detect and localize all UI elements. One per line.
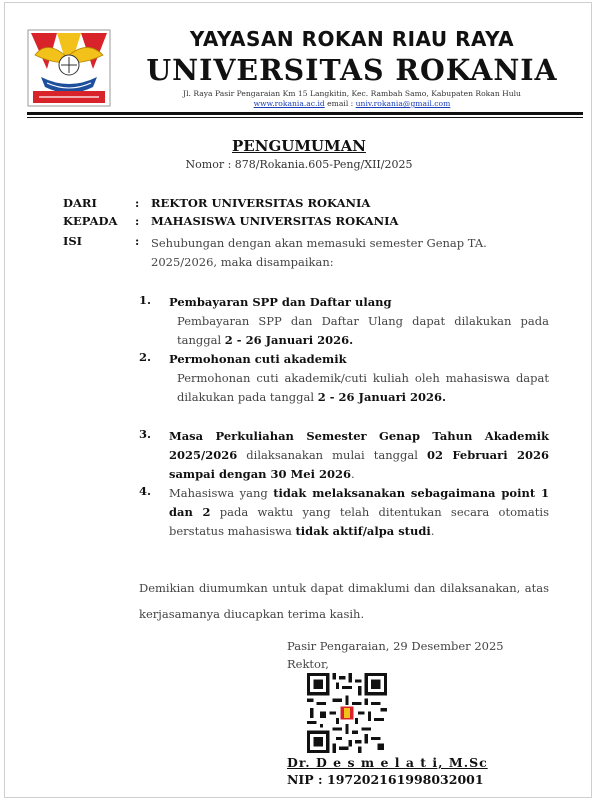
item-title: Permohonan cuti akademik (169, 352, 347, 366)
item-title: Pembayaran SPP dan Daftar ulang (169, 295, 392, 309)
from-colon: : (135, 196, 140, 210)
to-label: KEPADA (63, 214, 118, 228)
letterhead-rule-thin (27, 117, 583, 118)
website-link[interactable]: www.rokania.ac.id (253, 99, 325, 108)
item-number: 2. (139, 350, 152, 364)
item-description: Mahasiswa yang tidak melaksanakan sebagaimana point 1 dan 2 pada waktu yang telah ditentukan secara otomatis berstatus mahasiswa tidak aktif/alpa studi. (169, 486, 549, 538)
item-description: Masa Perkuliahan Semester Genap Tahun Akademik 2025/2026 dilaksanakan mulai tanggal 02 Februari 2026 sampai dengan 30 Mei 2026. (169, 429, 549, 481)
qr-code-signature-icon (307, 672, 387, 754)
signature-role: Rektor, (287, 657, 329, 671)
signature-place-date: Pasir Pengaraian, 29 Desember 2025 (287, 639, 504, 653)
content-label: ISI (63, 234, 83, 248)
email-label: email : (327, 99, 354, 108)
university-crest-logo (27, 29, 111, 107)
letterhead-rule-thick (27, 112, 583, 115)
to-colon: : (135, 214, 140, 228)
item-description: Pembayaran SPP dan Daftar Ulang dapat dilakukan pada tanggal 2 - 26 Januari 2026. (177, 314, 549, 347)
to-value: MAHASISWA UNIVERSITAS ROKANIA (151, 214, 399, 228)
item-description: Permohonan cuti akademik/cuti kuliah oleh mahasiswa dapat dilakukan pada tanggal 2 - 26 Januari 2026. (177, 371, 549, 404)
university-name: UNIVERSITAS ROKANIA (146, 53, 558, 87)
announcement-title: PENGUMUMAN (232, 137, 366, 155)
signatory-name: Dr. D e s m e l a t i, M.Sc (287, 755, 488, 770)
item-number: 4. (139, 484, 152, 498)
item-number: 3. (139, 427, 152, 441)
document-page (4, 2, 592, 798)
closing-paragraph: Demikian diumumkan untuk dapat dimaklumi dan dilaksanakan, atas kerjasamanya diucapkan terima kasih. (139, 581, 549, 621)
content-colon: : (135, 234, 140, 248)
from-label: DARI (63, 196, 97, 210)
foundation-name: YAYASAN ROKAN RIAU RAYA (189, 27, 515, 51)
item-number: 1. (139, 293, 152, 307)
letterhead-address: Jl. Raya Pasir Pengaraian Km 15 Langkitin, Kec. Rambah Samo, Kabupaten Rokan Hulu (183, 89, 521, 98)
intro-text: Sehubungan dengan akan memasuki semester Genap TA. 2025/2026, maka disampaikan: (151, 236, 487, 269)
from-value: REKTOR UNIVERSITAS ROKANIA (151, 196, 371, 210)
email-link[interactable]: univ.rokania@gmail.com (355, 99, 451, 108)
letterhead-contact (117, 99, 587, 108)
signatory-nip: NIP : 197202161998032001 (287, 772, 484, 787)
announcement-number: Nomor : 878/Rokania.605-Peng/XII/2025 (185, 158, 413, 171)
